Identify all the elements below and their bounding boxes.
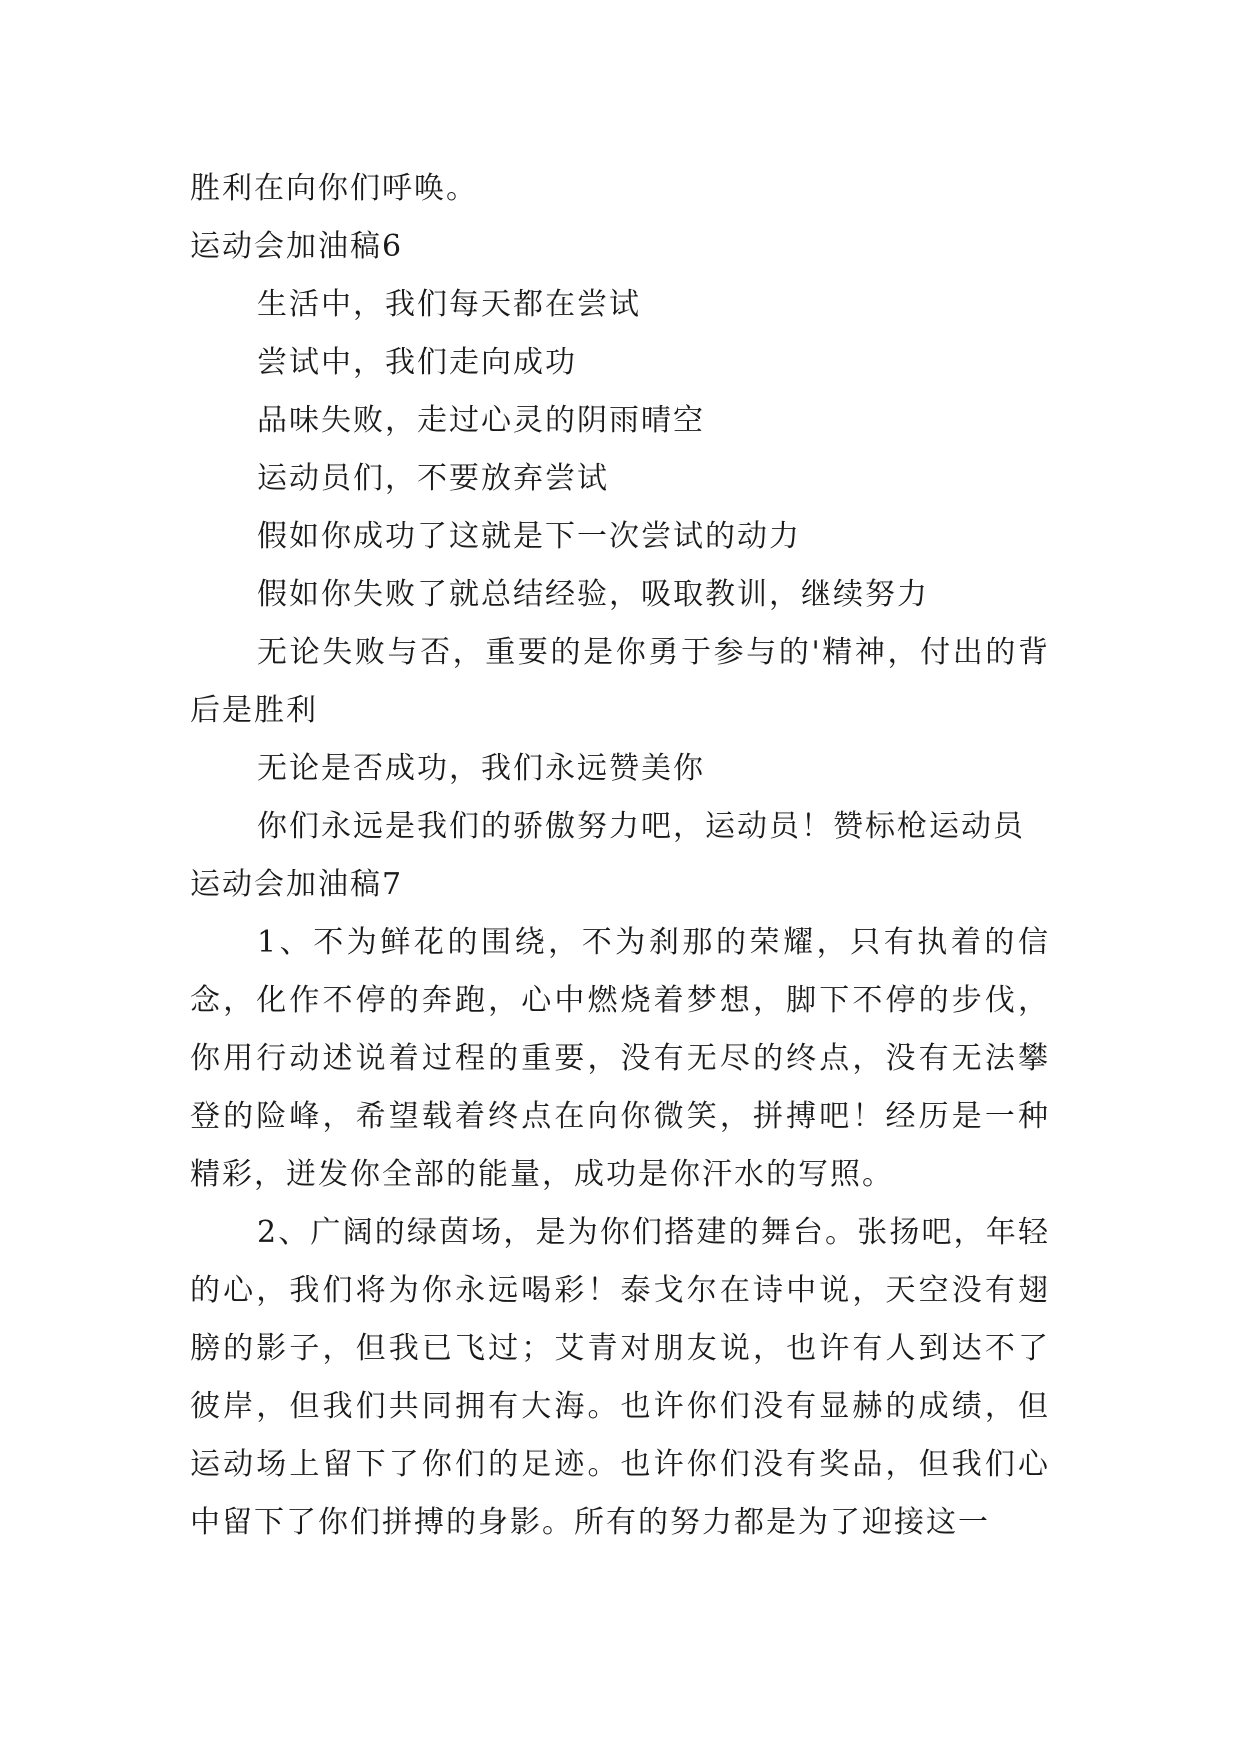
- section-heading: 运动会加油稿7: [190, 867, 404, 902]
- section-heading: 运动会加油稿6: [190, 229, 404, 264]
- document-body: [190, 160, 1050, 1552]
- body-paragraph: 2、广阔的绿茵场，是为你们搭建的舞台。张扬吧，年轻的心，我们将为你永远喝彩！泰戈尔在诗中说，天空没有翅膀的影子，但我已飞过；艾青对朋友说，也许有人到达不了彼岸，但我们共同拥有大海。也许你们没有显赫的成绩，但运动场上留下了你们的足迹。也许你们没有奖品，但我们心中留下了你们拼搏的身影。所有的努力都是为了迎接这一: [190, 1215, 1050, 1540]
- poem-paragraph: 无论失败与否，重要的是你勇于参与的'精神，付出的背后是胜利: [190, 635, 1050, 728]
- poem-line: 假如你成功了这就是下一次尝试的动力: [257, 519, 801, 554]
- poem-line: 尝试中，我们走向成功: [257, 345, 577, 380]
- poem-line: 你们永远是我们的骄傲努力吧，运动员！赞标枪运动员: [257, 809, 1025, 844]
- body-paragraph: 1、不为鲜花的围绕，不为刹那的荣耀，只有执着的信念，化作不停的奔跑，心中燃烧着梦想，脚下不停的步伐，你用行动述说着过程的重要，没有无尽的终点，没有无法攀登的险峰，希望载着终点在向你微笑，拼搏吧！经历是一种精彩，迸发你全部的能量，成功是你汗水的写照。: [190, 925, 1050, 1192]
- poem-line: 生活中，我们每天都在尝试: [257, 287, 641, 322]
- poem-line: 假如你失败了就总结经验，吸取教训，继续努力: [257, 577, 929, 612]
- poem-line: 运动员们，不要放弃尝试: [257, 461, 609, 496]
- text-line: 胜利在向你们呼唤。: [190, 171, 478, 206]
- poem-line: 无论是否成功，我们永远赞美你: [257, 751, 705, 786]
- poem-line: 品味失败，走过心灵的阴雨晴空: [257, 403, 705, 438]
